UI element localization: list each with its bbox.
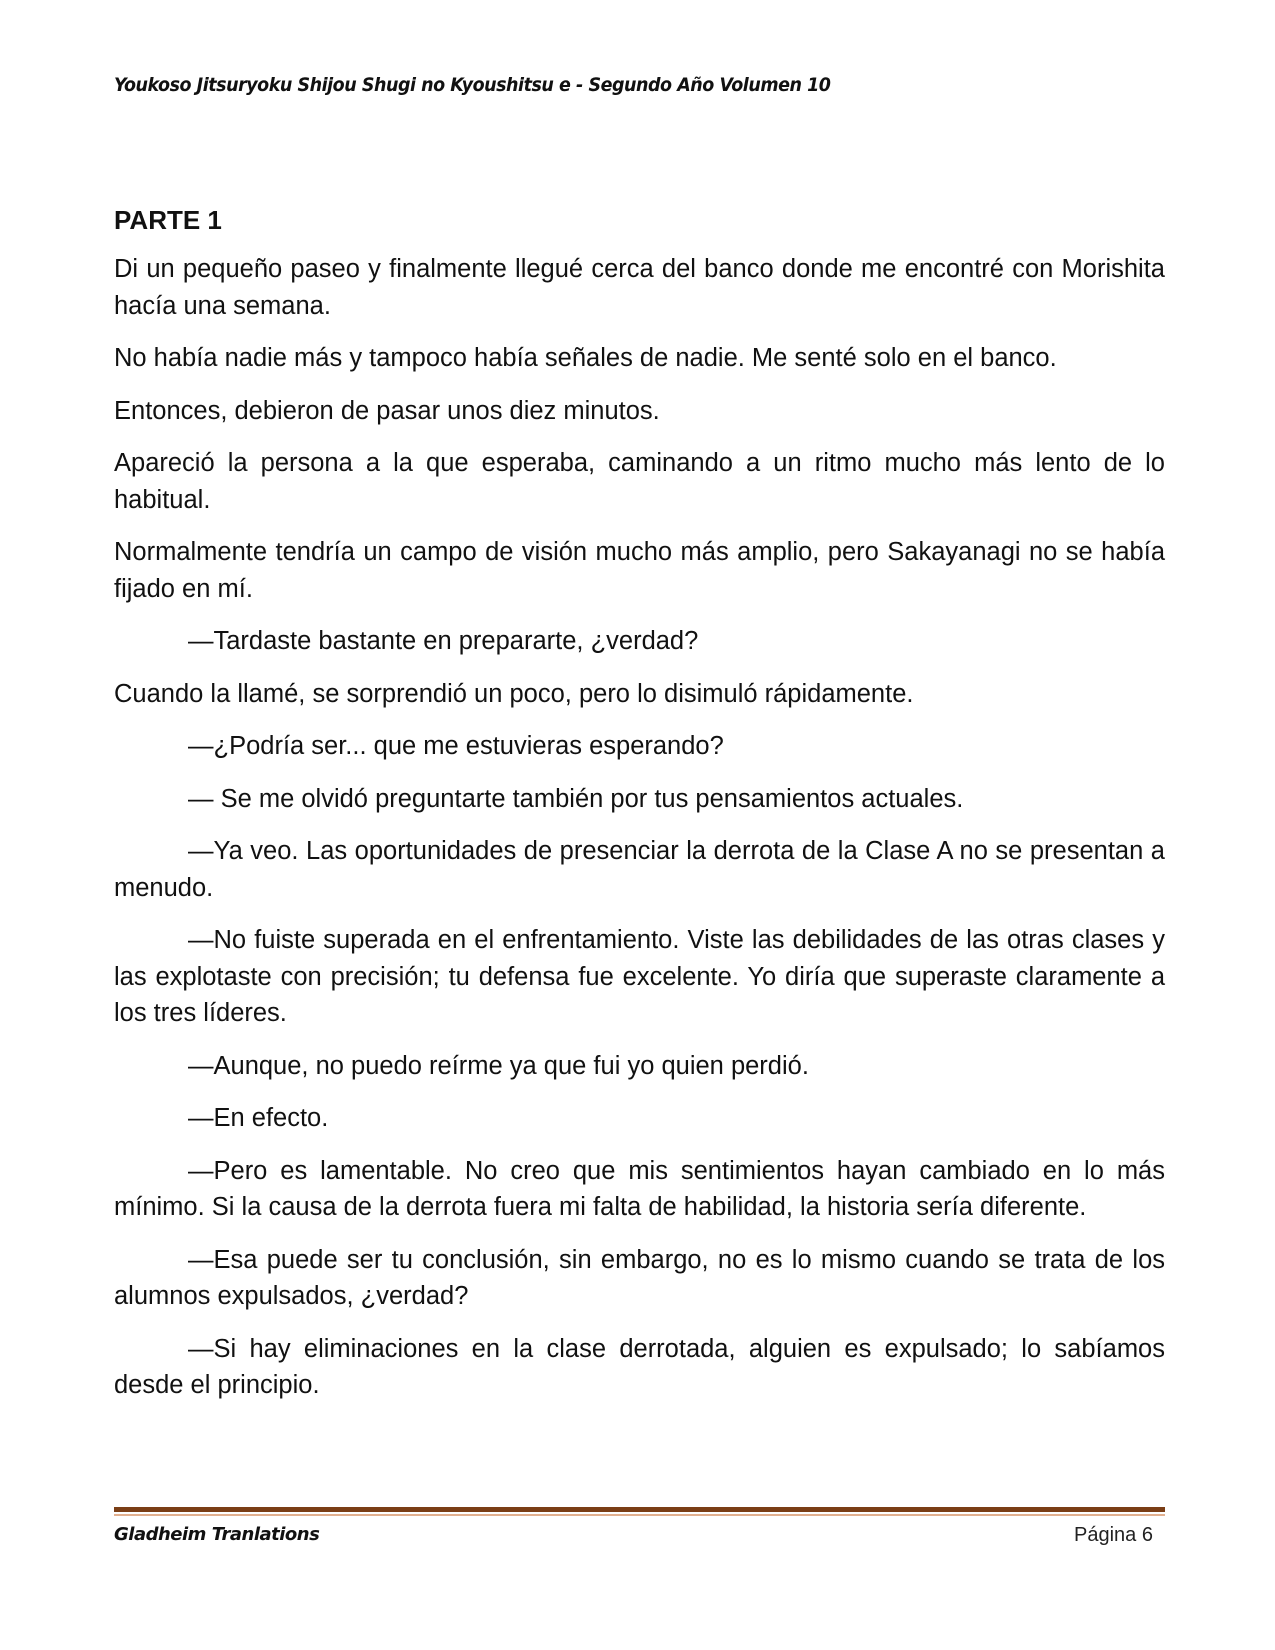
footer-rule bbox=[114, 1507, 1165, 1512]
paragraph: — Se me olvidó preguntarte también por tus pensamientos actuales. bbox=[188, 784, 964, 813]
paragraph: —No fuiste superada en el enfrentamiento. Viste las debilidades de las otras clases y las explotaste con precisión; tu defensa fue excelente. Yo diría que superaste claramente a los tres líderes. bbox=[114, 926, 1165, 1027]
paragraph: Entonces, debieron de pasar unos diez minutos. bbox=[114, 396, 660, 425]
paragraph: —En efecto. bbox=[188, 1104, 329, 1132]
paragraph: —Ya veo. Las oportunidades de presenciar la derrota de la Clase A no se presentan a menudo. bbox=[114, 837, 1165, 902]
paragraph: —Aunque, no puedo reírme ya que fui yo quien perdió. bbox=[188, 1051, 809, 1080]
paragraph: —Si hay eliminaciones en la clase derrotada, alguien es expulsado; lo sabíamos desde el principio. bbox=[114, 1334, 1165, 1399]
paragraph: —Pero es lamentable. No creo que mis sentimientos hayan cambiado en lo más mínimo. Si la causa de la derrota fuera mi falta de habilidad, la historia sería diferente. bbox=[114, 1156, 1165, 1221]
running-header: Youkoso Jitsuryoku Shijou Shugi no Kyoushitsu e - Segundo Año Volumen 10 bbox=[114, 74, 831, 96]
page-body bbox=[114, 202, 1165, 1420]
paragraph: —Tardaste bastante en prepararte, ¿verdad? bbox=[188, 627, 699, 655]
paragraph: —Esa puede ser tu conclusión, sin embargo, no es lo mismo cuando se trata de los alumnos expulsados, ¿verdad? bbox=[114, 1245, 1165, 1310]
paragraph: Apareció la persona a la que esperaba, caminando a un ritmo mucho más lento de lo habitual. bbox=[114, 449, 1165, 514]
page-number: Página 6 bbox=[1074, 1524, 1153, 1546]
paragraph-list bbox=[114, 251, 1165, 1404]
paragraph: Cuando la llamé, se sorprendió un poco, pero lo disimuló rápidamente. bbox=[114, 679, 914, 708]
paragraph: No había nadie más y tampoco había señales de nadie. Me senté solo en el banco. bbox=[114, 344, 1057, 372]
section-title: PARTE 1 bbox=[114, 205, 222, 235]
paragraph: Di un pequeño paseo y finalmente llegué cerca del banco donde me encontré con Morishita hacía una semana. bbox=[114, 255, 1165, 320]
footer-credit: Gladheim Tranlations bbox=[114, 1524, 320, 1545]
footer-rule-accent bbox=[114, 1514, 1165, 1516]
paragraph: —¿Podría ser... que me estuvieras esperando? bbox=[188, 732, 724, 760]
paragraph: Normalmente tendría un campo de visión mucho más amplio, pero Sakayanagi no se había fijado en mí. bbox=[114, 538, 1165, 603]
